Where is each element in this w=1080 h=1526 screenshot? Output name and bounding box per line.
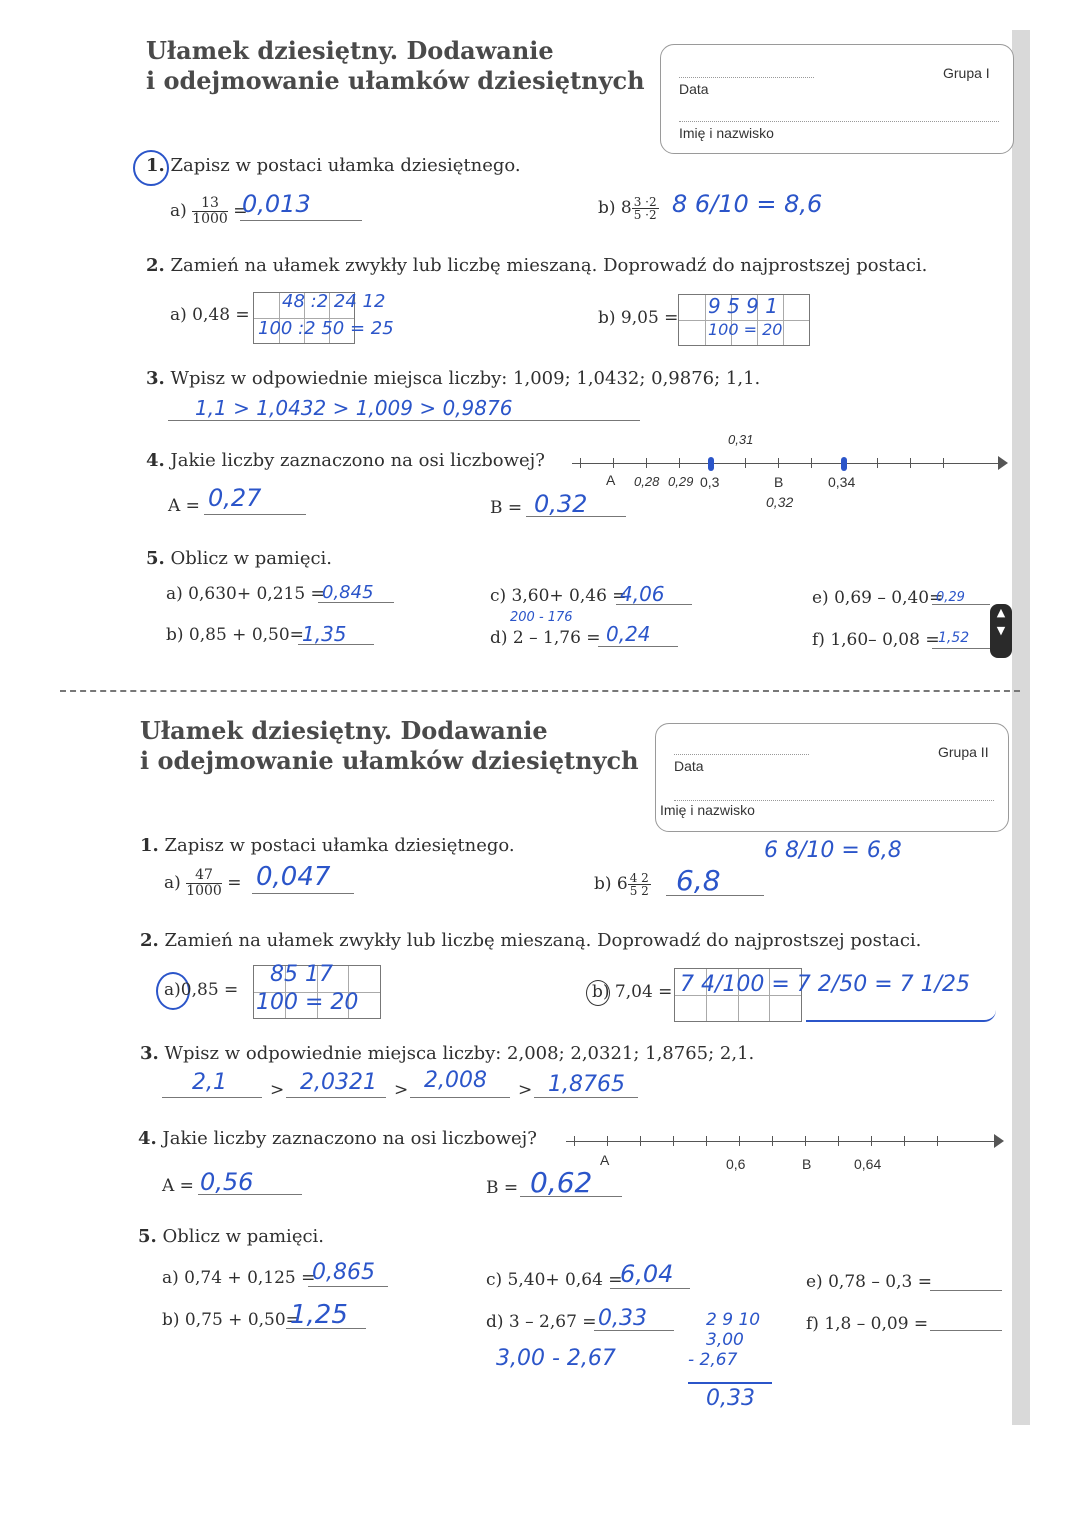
g2-task5a: a) 0,74 + 0,125 =	[162, 1268, 316, 1288]
g2-task5b-answer: 1,25	[290, 1300, 348, 1330]
g2-task2a-work-top: 85 17	[270, 962, 333, 987]
g2-task3: 3. Wpisz w odpowiednie miejsca liczby: 2,008; 2,0321; 1,8765; 2,1.	[140, 1043, 755, 1064]
g1-name-label: Imię i nazwisko	[679, 125, 774, 141]
g1-task5c-answer: 4,06	[620, 582, 665, 606]
g1-task1a: a) $\frac{13}{1000}$ =	[170, 195, 248, 227]
g2-name-label: Imię i nazwisko	[660, 802, 755, 818]
g1-task1b: b) 8 $\frac{3 \cdot 2}{5 \cdot 2}$	[598, 195, 657, 222]
g1-task1a-answer: 0,013	[242, 190, 311, 218]
g1-axis-032: 0,32	[766, 494, 794, 510]
g2-task5: 5. Oblicz w pamięci.	[138, 1226, 325, 1247]
g1-task4: 4. Jakie liczby zaznaczono na osi liczbowej?	[146, 450, 545, 471]
g2-task3-ans2: 2,0321	[300, 1070, 377, 1095]
g2-task2b-work: 7 4/100 = 7 2/50 = 7 1/25	[680, 972, 971, 997]
g1-axis-034: 0,34	[828, 474, 856, 490]
g2-task5c: c) 5,40+ 0,64 =	[486, 1270, 623, 1290]
g1-task5c: c) 3,60+ 0,46 =	[490, 586, 627, 606]
g2-task5d: d) 3 – 2,67 =	[486, 1312, 597, 1332]
cut-line	[60, 690, 1020, 692]
g2-task2: 2. Zamień na ułamek zwykły lub liczbę mieszaną. Doprowadź do najprostszej postaci.	[140, 930, 922, 951]
g1-task5f-answer: 1,52	[938, 630, 970, 646]
g1-task1b-answer: 8 6/10 = 8,6	[672, 190, 823, 218]
g2-task5d-work: 3,00 - 2,67	[496, 1346, 616, 1371]
g2-task4-A-label: A =	[162, 1176, 194, 1196]
g2-col-minuend: 3,00	[706, 1330, 744, 1350]
chevron-down-icon[interactable]: ▼	[996, 624, 1006, 637]
g1-header-box	[660, 44, 1014, 154]
g1-task5e: e) 0,69 – 0,40=	[812, 588, 944, 608]
g1-title-line2: i odejmowanie ułamków dziesiętnych	[146, 66, 645, 95]
g2-task3-ans1: 2,1	[192, 1070, 227, 1095]
g2-task4-B-answer: 0,62	[530, 1166, 593, 1199]
g1-task4-B-answer: 0,32	[534, 490, 588, 518]
g1-task4-A-answer: 0,27	[208, 484, 262, 512]
g2-col-subtrahend: - 2,67	[688, 1350, 738, 1370]
g1-task5d-answer: 0,24	[606, 622, 651, 646]
g1-axis-028: 0,28	[634, 474, 660, 489]
g1-task2b-label: b) 9,05 =	[598, 308, 679, 328]
g2-task5a-answer: 0,865	[312, 1260, 375, 1285]
g2-task2b-label: b) 7,04 =	[592, 982, 673, 1002]
g2-task1b-answer: 6,8	[676, 864, 721, 897]
g2-task3-ans4: 1,8765	[548, 1072, 625, 1097]
g1-axis-03: 0,3	[700, 474, 720, 490]
g1-task2a-work-top: 48 :2 24 12	[282, 291, 386, 312]
g1-axis-B: B	[774, 474, 784, 490]
g2-col-carry: 2 9 10	[706, 1310, 761, 1330]
chevron-up-icon[interactable]: ▲	[996, 606, 1006, 619]
g2-task5e: e) 0,78 – 0,3 =	[806, 1272, 932, 1292]
g2-axis-06: 0,6	[726, 1156, 746, 1172]
g1-axis-031: 0,31	[728, 432, 754, 447]
g2-task1a-answer: 0,047	[256, 862, 331, 892]
g2-task5d-answer: 0,33	[598, 1306, 647, 1331]
g2-task3-ans3: 2,008	[424, 1068, 487, 1093]
g2-axis-064: 0,64	[854, 1156, 882, 1172]
g1-task1: 1. Zapisz w postaci ułamka dziesiętnego.	[146, 155, 521, 176]
g2-task4-B-label: B =	[486, 1178, 519, 1198]
g2-task1: 1. Zapisz w postaci ułamka dziesiętnego.	[140, 835, 515, 856]
g2-task2a-label: a)0,85 =	[164, 980, 239, 1000]
g2-task4: 4. Jakie liczby zaznaczono na osi liczbowej?	[138, 1128, 537, 1149]
g2-task5f: f) 1,8 – 0,09 =	[806, 1314, 929, 1334]
g1-task5b: b) 0,85 + 0,50=	[166, 625, 304, 645]
g1-task5a-answer: 0,845	[322, 582, 374, 603]
g1-task3-answer: 1,1 > 1,0432 > 1,009 > 0,9876	[195, 396, 513, 420]
g2-col-result: 0,33	[706, 1386, 755, 1411]
g2-task1a: a) $\frac{47}{1000}$ =	[164, 867, 242, 899]
g1-axis-A: A	[606, 472, 616, 488]
g1-axis-029: 0,29	[668, 474, 694, 489]
g2-title-line2: i odejmowanie ułamków dziesiętnych	[140, 746, 639, 775]
g2-task1b: b) 6 $\frac{4 2}{5 2}$	[594, 871, 649, 898]
g1-task2a-work-bottom: 100 :2 50 = 25	[258, 318, 394, 339]
g1-task3: 3. Wpisz w odpowiednie miejsca liczby: 1,009; 1,0432; 0,9876; 1,1.	[146, 368, 761, 389]
g2-axis-A: A	[600, 1152, 610, 1168]
g2-task1-side-work: 6 8/10 = 6,8	[764, 838, 902, 863]
g2-axis-B: B	[802, 1156, 812, 1172]
g1-task2b-work-bottom: 100 = 20	[708, 320, 783, 339]
g2-underline-mark	[806, 1010, 996, 1022]
g1-task5b-answer: 1,35	[302, 622, 347, 646]
g1-task5d-work: 200 - 176	[510, 610, 573, 625]
g1-title-line1: Ułamek dziesiętny. Dodawanie	[146, 36, 554, 65]
g1-task2a-label: a) 0,48 =	[170, 305, 250, 325]
g1-task5d: d) 2 – 1,76 =	[490, 628, 601, 648]
g1-task2: 2. Zamień na ułamek zwykły lub liczbę mieszaną. Doprowadź do najprostszej postaci.	[146, 255, 928, 276]
g1-task5f: f) 1,60– 0,08 =	[812, 630, 940, 650]
g1-date-label: Data	[679, 81, 709, 97]
g2-task2a-work-bottom: 100 = 20	[256, 990, 359, 1015]
g2-task5b: b) 0,75 + 0,50=	[162, 1310, 300, 1330]
g2-date-label: Data	[674, 758, 704, 774]
scroll-control[interactable]	[990, 604, 1012, 658]
g2-task3-gt2: >	[394, 1080, 409, 1100]
g1-task4-A-label: A =	[168, 496, 200, 516]
g2-task4-A-answer: 0,56	[200, 1168, 254, 1196]
g2-group-label: Grupa II	[938, 744, 989, 760]
g1-task5a: a) 0,630+ 0,215 =	[166, 584, 325, 604]
g2-task5c-answer: 6,04	[620, 1260, 674, 1288]
g2-title-line1: Ułamek dziesiętny. Dodawanie	[140, 716, 548, 745]
g1-task5e-answer: 0,29	[936, 590, 965, 605]
g1-task4-B-label: B =	[490, 498, 523, 518]
g1-task5: 5. Oblicz w pamięci.	[146, 548, 333, 569]
g2-task3-gt3: >	[518, 1080, 533, 1100]
page-edge-shadow	[1012, 30, 1030, 1425]
g2-task3-gt1: >	[270, 1080, 285, 1100]
g1-task2b-work-top: 9 5 9 1	[708, 294, 778, 318]
g1-group-label: Grupa I	[943, 65, 990, 81]
g2-header-box	[655, 723, 1009, 832]
